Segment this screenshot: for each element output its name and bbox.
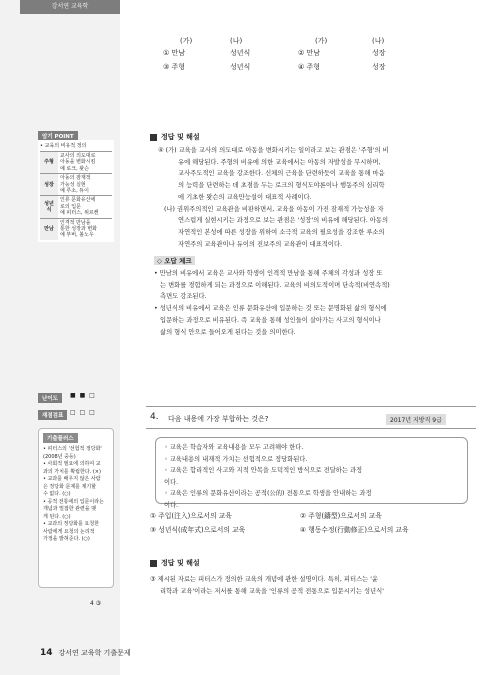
sidebar-header: 강서연 교육학 — [20, 0, 120, 14]
row-key: 성년식 — [40, 196, 58, 218]
book-title: 강서연 교육학 기출문제 — [58, 649, 131, 657]
option-2[interactable]: ② 만남 — [298, 49, 321, 57]
option-2[interactable]: ② 주형(鑄型)으로서의 교육 — [300, 512, 382, 520]
col-head: (나) — [372, 37, 385, 45]
row-key: 주형 — [40, 152, 58, 174]
row-key: 만남 — [40, 218, 58, 240]
row-text: 아동의 잠재적 가능성 실현 예 루소, 듀이 — [58, 174, 112, 196]
difficulty-value: ■ ■ □ — [70, 392, 96, 399]
question-text: 다음 내용에 가장 부합하는 것은? — [168, 415, 269, 423]
col-head: (나) — [230, 37, 243, 45]
plus-line: 사람에게 요청의 논리적 — [43, 528, 95, 535]
question-box: ◦ 교육은 학습자와 교육내용을 모두 고려해야 한다. ◦ 교육내용의 내재적 가치는 선험적으로 정당화된다. ◦ 교육은 합리적인 사고와 지적 안목을 도덕적인 방식으로 전달하는 과정 이다. ◦ 교육은 인류의 문화유산이라는 공적(公的) 전통으로 학생을 안내하는 과정 이다. — [155, 437, 468, 504]
past-exam-plus-label: 기출플러스 — [43, 433, 78, 443]
book-icon — [150, 134, 157, 141]
row-key: 성장 — [40, 174, 58, 196]
table-row — [40, 152, 112, 174]
question-number: 4. — [150, 412, 159, 422]
table-row — [40, 174, 112, 196]
solution-body: ④ (가) 교육을 교사의 의도대로 아동을 변화시키는 일이라고 보는 관점은 '주형'의 비 유에 해당된다. 주형의 비유에 의한 교육에서는 아동의 자발성을 무시하며, 교사주도적인 교육을 강조한다. 신체의 근육을 단련하듯이 교육을 통해 마음 의 능력을 단련하는 데 초점을 두는 로크의 형식도야론이나 행동주의 심리학 에 기초한 왓슨의 교육만능설이 대표적 사례이다. (나) 권위주의적인 교육관을 비판하면서, 교육을 아동이 가진 잠재적 가능성을 자 연스럽게 실현시키는 과정으로 보는 관점은 '성장'의 비유에 해당된다. 아동의 자연적인 본성에 따른 성장을 위하여 소극적 교육의 필요성을 강조한 루소의 자연주의 교육관이나 듀이의 진보주의 교육관이 대표적이다. — [158, 147, 389, 248]
answer-key: 4 ③ — [90, 600, 102, 607]
plus-line: 가정을 밝혀준다. (○) — [43, 536, 90, 542]
past-exam-plus-box — [38, 428, 114, 588]
memo-point-label: 암기 POINT — [38, 131, 78, 141]
wrong-check-label: ◇ 오답 체크 — [154, 256, 195, 265]
question-source: 2017년 지방직 9급 — [386, 414, 446, 425]
plus-line: (2008년 중등) — [43, 453, 76, 460]
plus-line: 과의 가치를 확립한다. (×) — [43, 468, 101, 475]
wrong-check-body: • 만남의 비유에서 교육은 교사와 학생이 인격적 만남을 통해 주체의 각성과 성장 또 는 변화를 경험하게 되는 과정으로 이해된다. 교육의 비의도적이며 단속적(비연속적) 측면도 강조된다. • 성년식의 비유에서 교육은 인류 문화유산에 입문하는 것 또는 문명화된 삶의 형식에 입문하는 과정으로 비유된다. 즉 교육을 통해 성인들이 살아가는 사고의 형식이나 삶의 형식 안으로 들어오게 된다는 것을 의미한다. — [154, 270, 390, 336]
book-icon — [150, 560, 157, 567]
option-1-value: 성년식 — [230, 49, 251, 57]
plus-line: 개념과 밀접한 관련을 맺 — [43, 506, 97, 512]
option-2-value: 성장 — [372, 49, 386, 57]
plus-line: • 교과의 정당화를 요청한 — [43, 521, 100, 527]
sidebar — [0, 0, 120, 675]
solution-body: ③ 제시된 자료는 피터스가 정의한 교육의 개념에 관한 설명이다. 특히, 피터스는 '윤 리학과 교육'이라는 저서를 통해 교육을 '인류의 공적 전통으로 입문시키는 성년식' — [150, 576, 384, 595]
row-text: 인류 문화유산에 로의 입문 예 피터스, 위르켄 — [58, 196, 112, 218]
col-head: (가) — [180, 37, 193, 45]
plus-line: 은 정당화 문제를 제기할 — [43, 483, 97, 490]
plus-line: • 공적 전통에의 입문이라는 — [43, 498, 104, 505]
table-row — [40, 218, 112, 240]
table-row — [40, 196, 112, 218]
memo-point-title: • 교육의 비유적 정의 — [40, 143, 87, 149]
option-4[interactable]: ④ 행동수정(行動修正)으로서의 교육 — [300, 526, 409, 534]
solution-title: 정답 및 해설 — [150, 558, 200, 568]
divider — [146, 428, 476, 429]
row-text: 인격적 만남을 통한 성장과 변화 예 부버, 볼노우 — [58, 218, 112, 240]
divider — [146, 406, 476, 407]
option-3-value: 성년식 — [230, 63, 251, 71]
metaphor-table — [40, 151, 112, 240]
difficulty-label: 난이도 — [38, 393, 62, 403]
plus-line: 수 없다. (○) — [43, 491, 71, 497]
page-footer — [40, 648, 131, 658]
row-text: 교사의 의도대로 아동을 변화시킴 예 로크, 왓슨 — [58, 152, 112, 174]
review-checkboxes[interactable]: □ □ □ — [70, 409, 96, 416]
option-4-value: 성장 — [372, 63, 386, 71]
plus-line: 게 된다. (○) — [43, 513, 71, 520]
review-label: 재점검표 — [38, 410, 67, 420]
plus-line: • 피터스의 '선험적 정당화' — [43, 446, 102, 452]
option-1[interactable]: ① 주입(注入)으로서의 교육 — [150, 512, 232, 520]
option-3[interactable]: ③ 주형 — [163, 63, 186, 71]
col-head: (가) — [315, 37, 328, 45]
solution-title: 정답 및 해설 — [150, 132, 200, 142]
plus-line: • 교과를 배우지 않은 사람 — [43, 476, 101, 482]
option-4[interactable]: ④ 주형 — [298, 63, 321, 71]
option-3[interactable]: ③ 성년식(成年式)으로서의 교육 — [150, 526, 246, 534]
plus-line: • 사회적 필요에 의하여 교 — [43, 461, 101, 467]
option-1[interactable]: ① 만남 — [163, 49, 186, 57]
page-number: 14 — [40, 648, 53, 658]
memo-point-box — [38, 140, 114, 242]
